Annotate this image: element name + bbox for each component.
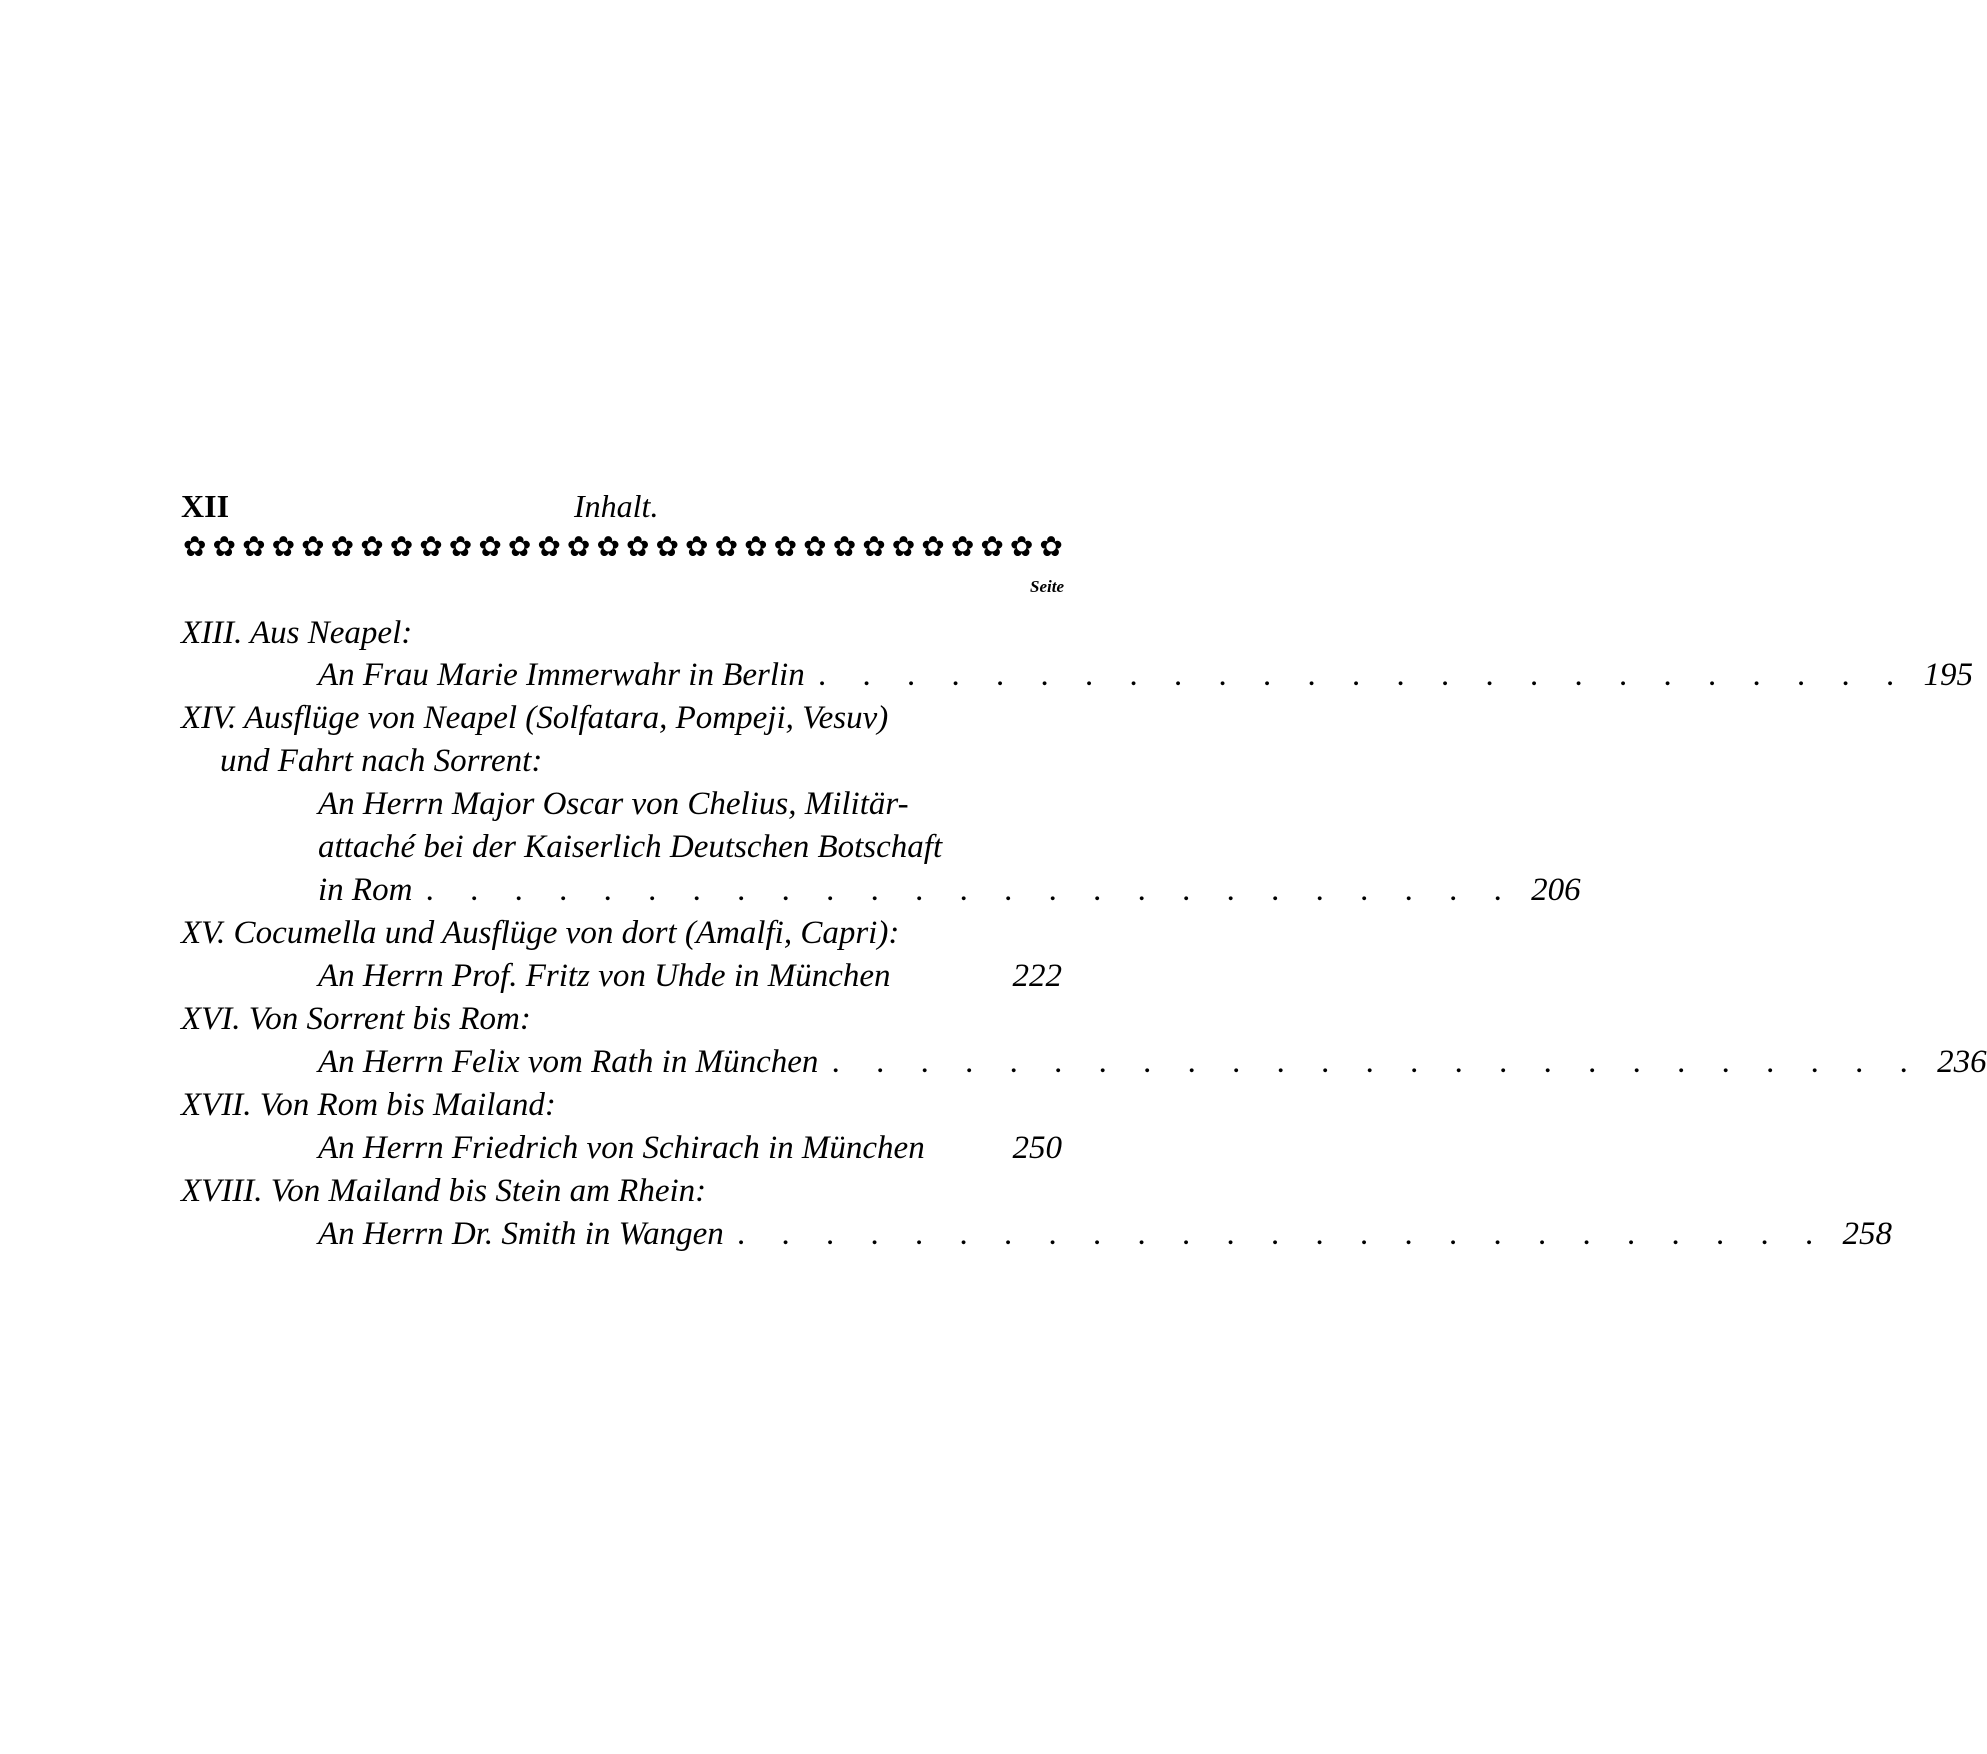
entry-text: An Frau Marie Immerwahr in Berlin: [318, 657, 805, 693]
page-ref: 222: [1012, 958, 1062, 994]
flower-icon: ✿: [448, 530, 473, 563]
flower-icon: ✿: [921, 530, 945, 563]
running-title: Inhalt.: [574, 488, 659, 524]
flower-icon: ✿: [773, 530, 798, 563]
page-number: XII: [181, 488, 230, 524]
flower-icon: ✿: [803, 530, 827, 563]
flower-icon: ✿: [478, 530, 502, 563]
flower-icon: ✿: [891, 530, 916, 563]
flower-icon: ✿: [242, 530, 266, 563]
flower-icon: ✿: [566, 530, 591, 563]
chapter-heading: XVIII. Von Mailand bis Stein am Rhein:: [181, 1173, 707, 1209]
flower-icon: ✿: [744, 530, 768, 563]
flower-icon: ✿: [419, 530, 443, 563]
flower-icon: ✿: [1009, 530, 1034, 563]
ornamental-rule: [183, 532, 1063, 562]
chapter-heading: XVII. Von Rom bis Mailand:: [181, 1087, 556, 1123]
flower-icon: ✿: [271, 530, 296, 563]
flower-icon: ✿: [832, 530, 857, 563]
flower-icon: ✿: [655, 530, 679, 563]
chapter-heading: XVI. Von Sorrent bis Rom:: [181, 1001, 531, 1037]
flower-icon: ✿: [389, 530, 414, 563]
flower-icon: ✿: [183, 530, 207, 563]
flower-icon: ✿: [685, 530, 709, 563]
entry-text: An Herrn Prof. Fritz von Uhde in München: [318, 958, 891, 994]
leader-dots: . . . . . . . . . . . . . . . . . . . . . . . . .: [818, 657, 1909, 693]
leader-dots: . . . . . . . . . . . . . . . . . . . . . . . . .: [426, 872, 1517, 908]
chapter-heading: XIV. Ausflüge von Neapel (Solfatara, Pompeji, Vesuv): [181, 700, 889, 736]
flower-icon: ✿: [980, 530, 1004, 563]
page-ref: 258: [1842, 1216, 1893, 1252]
toc-entry: [318, 869, 1581, 911]
leader-dots: . . . . . . . . . . . . . . . . . . . . . . . . .: [737, 1216, 1829, 1252]
chapter-heading: XIII. Aus Neapel:: [181, 615, 413, 651]
column-label-seite: Seite: [1030, 577, 1064, 596]
page-ref: 250: [1012, 1130, 1062, 1166]
flower-icon: ✿: [507, 530, 532, 563]
flower-icon: ✿: [301, 530, 325, 563]
entry-text: in Rom: [318, 872, 413, 908]
flower-icon: ✿: [862, 530, 886, 563]
toc-entry: [318, 1213, 1893, 1255]
flower-icon: ✿: [596, 530, 620, 563]
flower-icon: ✿: [950, 530, 975, 563]
chapter-heading: XV. Cocumella und Ausflüge von dort (Amalfi, Capri):: [181, 915, 900, 951]
toc-entry: [318, 955, 1062, 997]
flower-icon: ✿: [625, 530, 650, 563]
toc-entry: [318, 654, 1973, 696]
flower-icon: ✿: [1039, 530, 1063, 563]
page-ref: 236: [1937, 1044, 1987, 1080]
flower-icon: ✿: [537, 530, 561, 563]
entry-text: attaché bei der Kaiserlich Deutschen Botschaft: [318, 829, 943, 865]
page-ref: 195: [1923, 657, 1973, 693]
entry-text: An Herrn Friedrich von Schirach in München: [318, 1130, 925, 1166]
page-ref: 206: [1531, 872, 1581, 908]
flower-icon: ✿: [212, 530, 236, 563]
toc-entry: [318, 1127, 1062, 1169]
entry-text: An Herrn Major Oscar von Chelius, Militär-: [318, 786, 909, 822]
entry-text: An Herrn Dr. Smith in Wangen: [318, 1216, 724, 1252]
flower-icon: ✿: [330, 530, 355, 563]
flower-icon: ✿: [714, 530, 739, 563]
toc-entry: [318, 1041, 1987, 1083]
leader-dots: . . . . . . . . . . . . . . . . . . . . . . . . .: [832, 1044, 1923, 1080]
entry-text: An Herrn Felix vom Rath in München: [318, 1044, 819, 1080]
chapter-heading-continued: und Fahrt nach Sorrent:: [220, 743, 543, 779]
flower-icon: ✿: [360, 530, 384, 563]
